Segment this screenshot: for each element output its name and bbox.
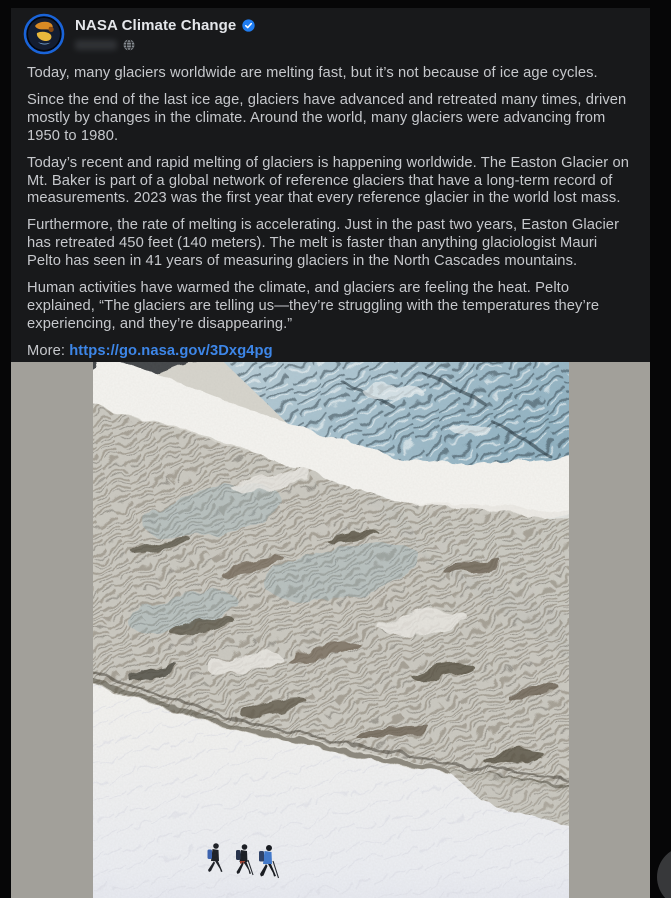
post-body: [11, 65, 650, 361]
post-paragraph: Human activities have warmed the climate, and glaciers are feeling the heat. Pelto explained, “The glaciers are telling us—they’re struggling with the temperatures they’re experiencing, and they’re disappearing.”: [27, 280, 600, 332]
more-line: [27, 343, 634, 361]
header-meta: [75, 13, 255, 51]
post-paragraph: Today, many glaciers worldwide are melting fast, but it’s not because of ice age cycles.: [27, 65, 598, 81]
glacier-photo-image: [93, 362, 569, 898]
post-header: [11, 8, 650, 55]
post-meta-row: [75, 39, 255, 51]
timestamp-redacted[interactable]: [75, 40, 117, 50]
floating-button-partial[interactable]: [657, 846, 671, 898]
avatar[interactable]: [23, 13, 65, 55]
post-paragraph: Since the end of the last ice age, glaciers have advanced and retreated many times, driven mostly by changes in the climate. Around the world, many glaciers were advancing from 1950 to 1980.: [27, 91, 627, 144]
globe-privacy-icon: [123, 39, 135, 51]
verified-badge-icon: [242, 19, 255, 32]
post-paragraph: Today’s recent and rapid melting of glaciers is happening worldwide. The Easton Glacier on Mt. Baker is part of a global network of reference glaciers that have a long-term record of measurements. 2023 was the first year that every reference glacier in the world lost mass.: [27, 154, 630, 207]
page-name[interactable]: NASA Climate Change: [75, 17, 237, 34]
post-card: [11, 8, 650, 898]
more-label: More:: [27, 342, 66, 359]
photo-letterbox: [11, 362, 650, 898]
post-link[interactable]: https://go.nasa.gov/3Dxg4pg: [69, 342, 273, 359]
avatar-earth-thermal-icon: [23, 13, 65, 55]
post-paragraph: Furthermore, the rate of melting is accelerating. Just in the past two years, Easton Glacier has retreated 450 feet (140 meters). The melt is faster than anything glaciologist Mauri Pelto has seen in 41 years of measuring glaciers in the North Cascades mountains.: [27, 217, 620, 270]
glacier-photo[interactable]: [93, 362, 569, 898]
